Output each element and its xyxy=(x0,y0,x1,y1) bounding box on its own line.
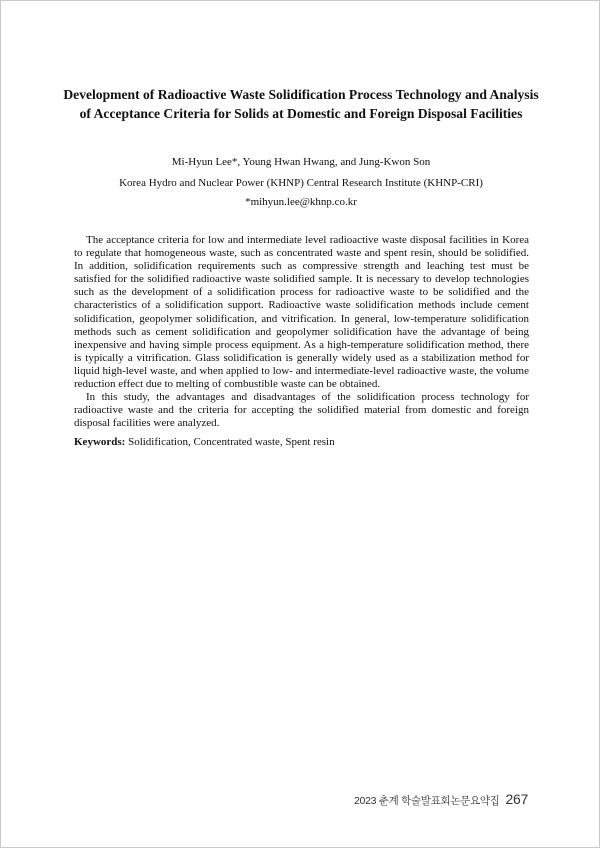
abstract-paragraph: The acceptance criteria for low and intermediate level radioactive waste disposal facilities in Korea to regulate that homogeneous waste, such as concentrated waste and spent resin, should be solidified. In addition, solidification requirements such as compressive strength and leaching test must be satisfied for the solidified radioactive waste solidified sample. It is necessary to develop technologies such as the development of a solidification process for radioactive waste to be solidified and the characteristics of a solidification support. Radioactive waste solidification methods include cement solidification, geopolymer solidification, and vitrification. In general, low-temperature solidification methods such as cement solidification and geopolymer solidification have the advantage of being inexpensive and having simple process equipment. As a high-temperature solidification method, there is typically a vitrification. Glass solidification is generally widely used as a stabilization method for liquid high-level waste, and when applied to low- and intermediate-level radioactive waste, the volume reduction effect due to melting of combustible waste can be obtained. xyxy=(74,234,529,391)
keywords-label: Keywords: xyxy=(74,436,126,448)
page-number: 267 xyxy=(505,791,528,807)
abstract xyxy=(74,234,529,430)
abstract-paragraph: In this study, the advantages and disadvantages of the solidification process technology for radioactive waste and the criteria for accepting the solidified material from domestic and foreign disposal facilities were analyzed. xyxy=(74,391,529,430)
affiliation: Korea Hydro and Nuclear Power (KHNP) Central Research Institute (KHNP-CRI) xyxy=(119,177,483,189)
paper-title: Development of Radioactive Waste Solidification Process Technology and Analysis of Acceptance Criteria for Solids at Domestic and Foreign Disposal Facilities xyxy=(63,87,539,121)
page-footer xyxy=(354,791,528,809)
keywords-list: Solidification, Concentrated waste, Spent resin xyxy=(128,436,335,448)
corresponding-email: *mihyun.lee@khnp.co.kr xyxy=(245,196,357,208)
proceedings-title: 2023 춘계 학술발표회논문요약집 xyxy=(354,795,500,807)
keywords xyxy=(74,436,529,449)
author-list: Mi-Hyun Lee*, Young Hwan Hwang, and Jung-Kwon Son xyxy=(171,156,431,168)
